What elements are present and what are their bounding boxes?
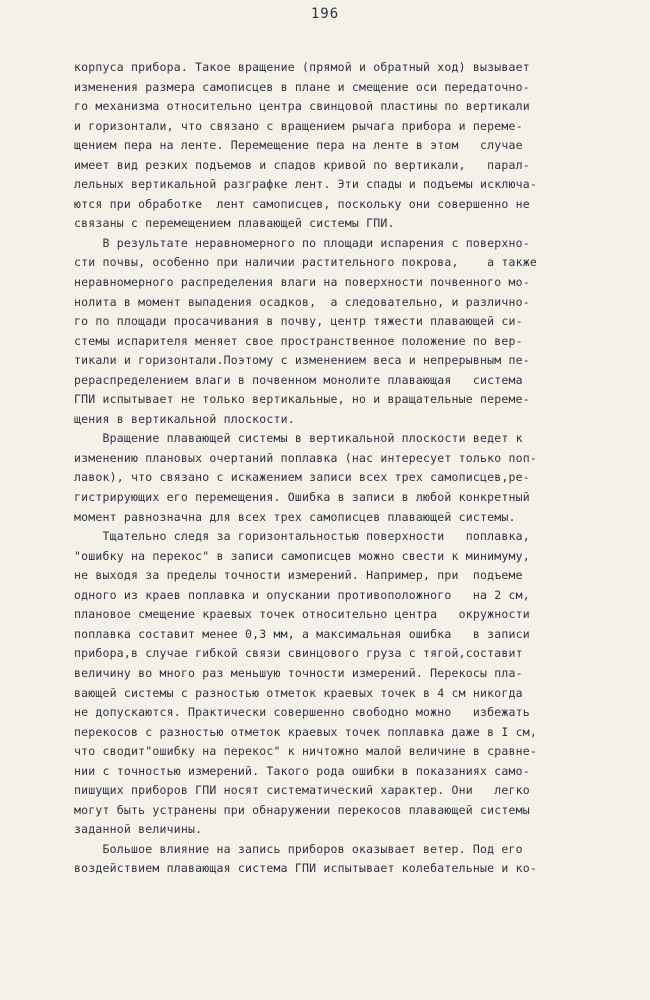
text-line: стемы испарителя меняет свое пространственное положение по вер- bbox=[74, 333, 523, 348]
text-line: сти почвы, особенно при наличии растительного покрова, а также bbox=[74, 255, 538, 270]
text-line: ГПИ испытывает не только вертикальные, но и вращательные переме- bbox=[74, 392, 530, 407]
text-line: неравномерного распределения влаги на поверхности почвенного мо- bbox=[74, 275, 530, 290]
text-line: ются при обработке лент самописцев, поскольку они совершенно не bbox=[74, 196, 530, 211]
text-line: связаны с перемещением плавающей системы ГПИ. bbox=[74, 216, 395, 231]
text-line: прибора,в случае гибкой связи свинцового груза с тягой,составит bbox=[74, 646, 523, 661]
text-line: заданной величины. bbox=[74, 822, 203, 837]
text-line: рераспределением влаги в почвенном монолите плавающая система bbox=[74, 372, 523, 387]
text-line: могут быть устранены при обнаружении перекосов плавающей системы bbox=[74, 802, 530, 817]
text-line: тикали и горизонтали.Поэтому с изменением веса и непрерывным пе- bbox=[74, 353, 530, 368]
text-line: "ошибку на перекос" в записи самописцев можно свести к минимуму, bbox=[74, 548, 530, 563]
text-line: имеет вид резких подъемов и спадов кривой по вертикали, парал- bbox=[74, 157, 530, 172]
text-line: что сводит"ошибку на перекос" к ничтожно малой величине в сравне- bbox=[74, 744, 538, 759]
text-line: щения в вертикальной плоскости. bbox=[74, 411, 295, 426]
page-number: 196 bbox=[310, 6, 340, 22]
text-line: го по площади просачивания в почву, центр тяжести плавающей си- bbox=[74, 314, 523, 329]
text-line: Тщательно следя за горизонтальностью поверхности поплавка, bbox=[74, 529, 530, 544]
text-line: плановое смещение краевых точек относительно центра окружности bbox=[74, 607, 530, 622]
body-text bbox=[74, 58, 537, 879]
text-line: нии с точностью измерений. Такого рода ошибки в показаниях само- bbox=[74, 763, 530, 778]
text-line: корпуса прибора. Такое вращение (прямой и обратный ход) вызывает bbox=[74, 60, 530, 74]
text-line: не допускаются. Практически совершенно свободно можно избежать bbox=[74, 705, 530, 720]
text-line: Вращение плавающей системы в вертикальной плоскости ведет к bbox=[74, 431, 523, 446]
text-line: нолита в момент выпадения осадков, а следовательно, и различно- bbox=[74, 294, 530, 309]
text-line: вающей системы с разностью отметок краевых точек в 4 см никогда bbox=[74, 685, 523, 700]
text-line: го механизма относительно центра свинцовой пластины по вертикали bbox=[74, 99, 530, 114]
text-line: воздействием плавающая система ГПИ испытывает колебательные и ко- bbox=[74, 861, 538, 876]
text-line: момент равнозначна для всех трех самописцев плавающей системы. bbox=[74, 509, 516, 524]
text-line: одного из краев поплавка и опускании противоположного на 2 см, bbox=[74, 587, 530, 602]
text-line: изменения размера самописцев в плане и смещение оси передаточно- bbox=[74, 79, 530, 94]
text-line: пишущих приборов ГПИ носят систематический характер. Они легко bbox=[74, 783, 530, 798]
text-line: Большое влияние на запись приборов оказывает ветер. Под его bbox=[74, 841, 523, 856]
text-line: щением пера на ленте. Перемещение пера на ленте в этом случае bbox=[74, 138, 523, 153]
text-line: изменению плановых очертаний поплавка (нас интересует только поп- bbox=[74, 450, 538, 465]
text-line: лельных вертикальной разграфке лент. Эти спады и подъемы исключа- bbox=[74, 177, 538, 192]
text-line: и горизонтали, что связано с вращением рычага прибора и переме- bbox=[74, 118, 523, 133]
text-line: В результате неравномерного по площади испарения с поверхно- bbox=[74, 235, 530, 250]
text-line: величину во много раз меньшую точности измерений. Перекосы пла- bbox=[74, 665, 523, 680]
text-line: лавок), что связано с искажением записи всех трех самописцев,ре- bbox=[74, 470, 530, 485]
text-line: не выходя за пределы точности измерений. Например, при подъеме bbox=[74, 568, 523, 583]
text-line: гистрирующих его перемещения. Ошибка в записи в любой конкретный bbox=[74, 490, 530, 505]
text-line: поплавка составит менее 0,3 мм, а максимальная ошибка в записи bbox=[74, 626, 530, 641]
text-line: перекосов с разностью отметок краевых точек поплавка даже в I см, bbox=[74, 724, 538, 739]
